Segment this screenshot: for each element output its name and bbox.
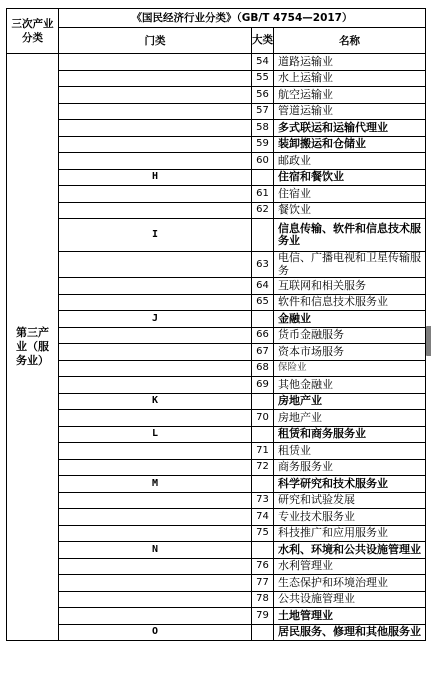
name-column-header: 名称 [274,28,426,54]
name-cell: 住宿和餐饮业 [274,169,426,186]
name-cell: 信息传输、软件和信息技术服务业 [274,219,426,252]
men-cell [59,103,252,120]
men-cell [59,344,252,361]
code-cell: 54 [252,54,274,71]
name-cell: 住宿业 [274,186,426,203]
table-row [7,202,426,219]
name-cell: 专业技术服务业 [274,509,426,526]
code-cell [252,476,274,493]
name-cell: 装卸搬运和仓储业 [274,136,426,153]
men-cell [59,608,252,625]
men-cell [59,410,252,427]
men-cell [59,252,252,278]
name-cell: 互联网和相关服务 [274,278,426,295]
code-cell: 71 [252,443,274,460]
table-row [7,476,426,493]
table-row [7,136,426,153]
title-row [7,9,426,28]
men-cell: M [59,476,252,493]
men-cell [59,54,252,71]
code-cell: 73 [252,492,274,509]
code-cell: 57 [252,103,274,120]
table-row [7,558,426,575]
name-cell: 科学研究和技术服务业 [274,476,426,493]
name-cell: 金融业 [274,311,426,328]
men-cell [59,136,252,153]
men-cell: L [59,426,252,443]
men-cell [59,525,252,542]
code-cell: 56 [252,87,274,104]
men-cell [59,377,252,394]
name-cell: 邮政业 [274,153,426,170]
men-cell: J [59,311,252,328]
table-row [7,219,426,252]
table-row [7,120,426,137]
name-cell: 资本市场服务 [274,344,426,361]
code-cell: 65 [252,294,274,311]
table-row [7,525,426,542]
men-cell [59,360,252,377]
name-cell: 生态保护和环境治理业 [274,575,426,592]
name-cell: 房地产业 [274,410,426,427]
table-row [7,459,426,476]
sector-cell: 第三产业（服务业） [7,54,59,641]
men-cell [59,558,252,575]
men-cell [59,575,252,592]
men-cell: O [59,624,252,641]
table-row [7,377,426,394]
name-cell: 水利、环境和公共设施管理业 [274,542,426,559]
code-cell: 78 [252,591,274,608]
name-cell: 多式联运和运输代理业 [274,120,426,137]
table-row [7,87,426,104]
header-row [7,28,426,54]
code-cell: 64 [252,278,274,295]
table-row [7,311,426,328]
men-cell: H [59,169,252,186]
code-cell: 55 [252,70,274,87]
name-cell: 餐饮业 [274,202,426,219]
table-row [7,426,426,443]
men-cell [59,87,252,104]
men-cell [59,153,252,170]
table-row [7,252,426,278]
name-cell: 航空运输业 [274,87,426,104]
men-cell [59,327,252,344]
men-cell: I [59,219,252,252]
table-row [7,410,426,427]
code-cell: 63 [252,252,274,278]
code-cell: 72 [252,459,274,476]
code-cell: 60 [252,153,274,170]
code-cell [252,393,274,410]
name-cell: 租赁和商务服务业 [274,426,426,443]
code-cell [252,624,274,641]
code-cell: 59 [252,136,274,153]
men-cell [59,492,252,509]
name-cell: 土地管理业 [274,608,426,625]
code-cell [252,169,274,186]
name-cell: 租赁业 [274,443,426,460]
code-cell: 66 [252,327,274,344]
name-cell: 科技推广和应用服务业 [274,525,426,542]
name-cell: 水利管理业 [274,558,426,575]
code-cell: 70 [252,410,274,427]
table-row [7,360,426,377]
men-cell [59,70,252,87]
code-cell: 75 [252,525,274,542]
code-cell: 79 [252,608,274,625]
code-cell: 62 [252,202,274,219]
code-cell: 69 [252,377,274,394]
code-cell: 61 [252,186,274,203]
table-title: 《国民经济行业分类》（GB/T 4754—2017） [59,9,426,28]
scrollbar-handle[interactable] [426,326,431,356]
code-cell: 67 [252,344,274,361]
table-row [7,169,426,186]
name-cell: 其他金融业 [274,377,426,394]
industry-classification-sheet [6,8,425,641]
men-cell [59,591,252,608]
table-row [7,278,426,295]
code-cell: 58 [252,120,274,137]
name-cell: 货币金融服务 [274,327,426,344]
code-cell: 76 [252,558,274,575]
name-cell: 软件和信息技术服务业 [274,294,426,311]
men-column-header: 门类 [59,28,252,54]
men-cell [59,186,252,203]
name-cell: 水上运输业 [274,70,426,87]
table-row [7,608,426,625]
men-cell: N [59,542,252,559]
table-row [7,186,426,203]
men-cell [59,509,252,526]
table-row [7,509,426,526]
men-cell [59,202,252,219]
table-row [7,327,426,344]
table-row [7,70,426,87]
men-cell [59,443,252,460]
men-cell [59,294,252,311]
men-cell: K [59,393,252,410]
table-row [7,591,426,608]
code-cell: 74 [252,509,274,526]
code-cell [252,311,274,328]
table-row [7,393,426,410]
men-cell [59,120,252,137]
code-cell [252,219,274,252]
name-cell: 房地产业 [274,393,426,410]
code-cell [252,542,274,559]
men-cell [59,278,252,295]
table-row [7,103,426,120]
table-row [7,542,426,559]
name-cell: 居民服务、修理和其他服务业 [274,624,426,641]
table-row [7,575,426,592]
code-cell [252,426,274,443]
name-cell: 公共设施管理业 [274,591,426,608]
name-cell: 电信、广播电视和卫星传输服务 [274,252,426,278]
code-cell: 77 [252,575,274,592]
classification-table [6,8,426,641]
table-row [7,443,426,460]
sector-column-header: 三次产业分类 [7,9,59,54]
name-cell: 道路运输业 [274,54,426,71]
men-cell [59,459,252,476]
table-row [7,492,426,509]
name-cell: 研究和试验发展 [274,492,426,509]
table-row [7,54,426,71]
table-row [7,294,426,311]
code-column-header: 大类 [252,28,274,54]
code-cell: 68 [252,360,274,377]
name-cell: 管道运输业 [274,103,426,120]
table-row [7,153,426,170]
table-row [7,344,426,361]
name-cell: 商务服务业 [274,459,426,476]
name-cell: 保险业 [274,360,426,377]
table-row [7,624,426,641]
